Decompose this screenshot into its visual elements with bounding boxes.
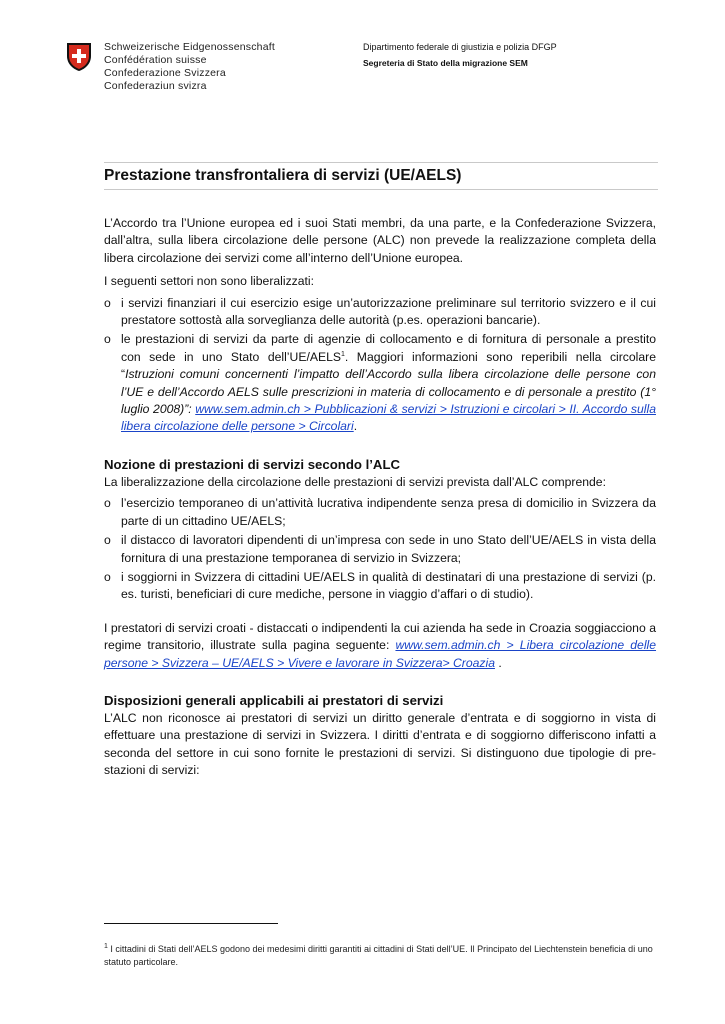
bullet-icon: o: [104, 332, 111, 347]
list-item-text-cont: . Maggiori informazioni sono reperibili nella circolare “: [121, 349, 656, 382]
secretariat-name: Segreteria di Stato della migrazione SEM: [363, 58, 528, 68]
list-item-text: le prestazioni di servizi da parte di agenzie di collocamento e di fornitura di personale a prestito con sede in uno Stato dell’UE/AELS: [121, 332, 656, 364]
bullet-icon: o: [104, 569, 111, 584]
sem-croatia-link[interactable]: www.sem.admin.ch > Libera circolazione delle persone > Svizzera – UE/AELS > Vivere e lavorare in Svizzera> Croazia: [104, 638, 657, 670]
section1-intro: La liberalizzazione della circolazione delle prestazioni di servizi prevista dall’ALC comprende:: [104, 474, 606, 489]
name-fr: Confédération suisse: [104, 54, 207, 66]
name-de: Schweizerische Eidgenossenschaft: [104, 41, 275, 53]
list-item-text: l’esercizio temporaneo di un’attività lucrativa indipendente senza presa di domicilio in Svizzera da parte di un cittadino UE/AELS;: [121, 496, 656, 528]
list-item: [104, 532, 656, 567]
footnote: [104, 943, 656, 969]
swiss-crest-icon: [66, 42, 92, 72]
list-item-text: il distacco di lavoratori dipendenti di un’impresa con sede in uno Stato dell’UE/AELS in vista della fornitura di una prestazione temporanea di servizio in Svizzera;: [121, 533, 656, 565]
page-header: [0, 0, 725, 110]
department-name: Dipartimento federale di giustizia e polizia DFGP: [363, 42, 557, 52]
services-list: [104, 495, 656, 603]
non-liberalized-intro: I seguenti settori non sono liberalizzati:: [104, 274, 315, 289]
list-item-text: i servizi finanziari il cui esercizio esige un’autorizzazione preliminare sul territorio svizzero e il cui prestatore sottostà alla sorveglianza delle autorità (p.es. operazioni bancarie).: [121, 295, 656, 328]
intro-paragraph: L’Accordo tra l’Unione europea ed i suoi Stati membri, da una parte, e la Confederazione Svizzera, dall’altra, sulla libera circolazione delle persone (ALC) non prevede la realizzazione completa della libera circolazione dei servizi come all’interno dell’Unione europea.: [104, 216, 656, 265]
croatia-end: .: [494, 655, 502, 670]
list-item: [104, 495, 656, 530]
bullet-icon: o: [104, 496, 111, 511]
croatia-text: I prestatori di servizi croati - distaccati o indipendenti la cui azienda ha sede in Croazia soggiacciono a regime transitorio, illustrate sulla pagina seguente:: [104, 620, 656, 653]
section2-paragraph: L’ALC non riconosce ai prestatori di servizi un diritto generale d’entrata e di soggiorno in vista di effettuare una prestazione di servizi in Svizzera. I diritti d’entrata e di soggiorno differiscono infatti a seconda del settore in cui sono fornite le prestazioni di servizi. Si distinguono due tipologie di pre-stazioni di servizi:: [104, 710, 656, 778]
footnote-mark: 1: [104, 943, 108, 950]
footnote-ref: 1: [341, 350, 345, 358]
circular-title: Istruzioni comuni concernenti l’impatto dell’Accordo sulla libera circolazione delle persone con l’UE e dell’Accordo AELS sulle prescrizioni in materia di collocamento e di personale a prestito (1° luglio 2008)”:: [121, 367, 656, 417]
footnote-separator: [104, 923, 278, 924]
sem-circulars-link[interactable]: www.sem.admin.ch > Pubblicazioni & servizi > Istruzioni e circolari > II. Accordo sulla libera circolazione delle persone > Circolari: [121, 402, 656, 434]
list-item: [104, 569, 656, 604]
title-block: [104, 162, 658, 190]
document-body: [104, 215, 656, 780]
non-liberalized-list: [104, 295, 656, 436]
section-heading-general-provisions: Disposizioni generali applicabili ai prestatori di servizi: [104, 692, 444, 708]
list-item: [104, 295, 656, 330]
list-item-text: i soggiorni in Svizzera di cittadini UE/AELS in qualità di destinatari di una prestazione di servizi (p. es. turisti, beneficiari di cure mediche, persone in viaggio d’affari o di studio).: [121, 569, 656, 602]
page-title: Prestazione transfrontaliera di servizi (UE/AELS): [104, 167, 462, 184]
bullet-icon: o: [104, 533, 111, 548]
bullet-icon: o: [104, 295, 111, 310]
list-item: [104, 331, 656, 435]
footnote-text: I cittadini di Stati dell’AELS godono dei medesimi diritti garantiti ai cittadini di Stati dell’UE. Il Principato del Liechtenstein beneficia di uno statuto particolare.: [104, 944, 653, 967]
confederation-names: [104, 41, 275, 93]
list-item-end: .: [353, 419, 358, 434]
name-rm: Confederaziun svizra: [104, 80, 207, 92]
section-heading-services-notion: Nozione di prestazioni di servizi secondo l’ALC: [104, 456, 401, 472]
croatia-paragraph: [104, 620, 656, 672]
name-it: Confederazione Svizzera: [104, 67, 226, 79]
